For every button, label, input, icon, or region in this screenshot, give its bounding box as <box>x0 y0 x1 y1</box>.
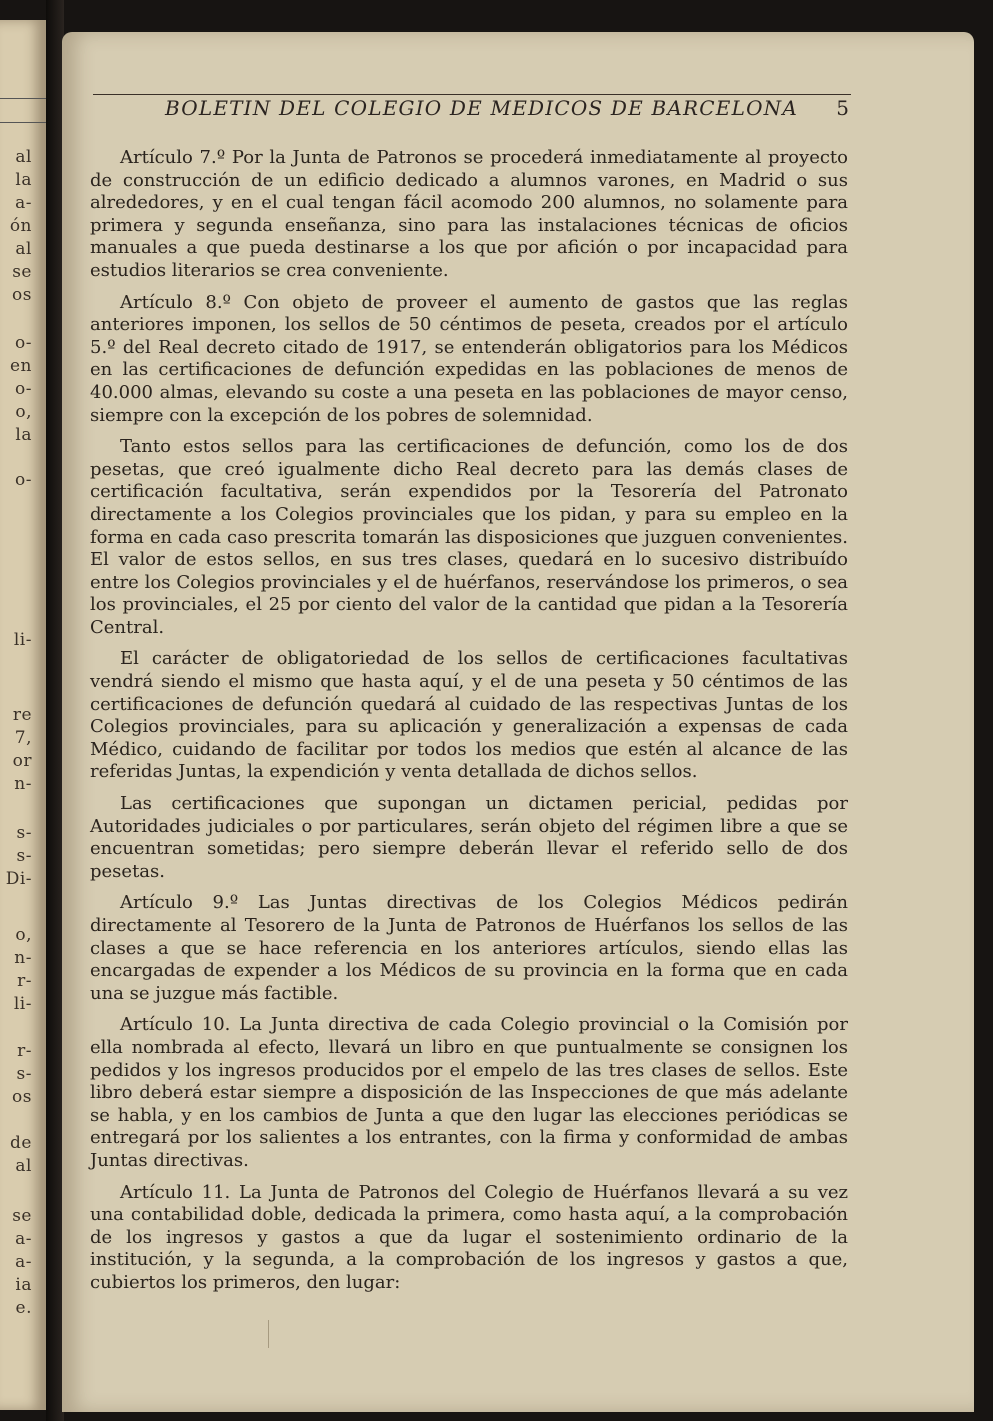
facing-page-fragment: al <box>15 239 32 259</box>
facing-page-fragment: a- <box>15 1252 32 1272</box>
facing-page-fragment: la <box>15 425 32 445</box>
facing-page-fragment: e. <box>15 1298 32 1318</box>
facing-page-fragment: o, <box>15 402 32 422</box>
facing-page-fragment: os <box>12 1087 32 1107</box>
facing-page-fragment: r- <box>17 971 32 991</box>
facing-page-fragment: en <box>9 356 32 376</box>
page-number: 5 <box>836 96 849 120</box>
facing-page-fragment: a- <box>15 193 32 213</box>
facing-page-fragment: Di- <box>5 869 32 889</box>
paragraph-article-11: Artículo 11. La Junta de Patronos del Colegio de Huérfanos llevará a su vez una contabilidad doble, dedicada la primera, como hasta aquí, a la comprobación de los ingresos y gastos a que da lugar el sostenimiento ordinario de la institución, y la segunda, a la comprobación de los ingresos y gastos a que, cubiertos los primeros, den lugar: <box>90 1181 848 1293</box>
facing-page-fragment: a- <box>15 1229 32 1249</box>
facing-page-fragment: al <box>15 1156 32 1176</box>
facing-page-fragment: o- <box>15 470 32 490</box>
paragraph-article-7: Artículo 7.º Por la Junta de Patronos se procederá inmediatamente al proyecto de construcción de un edificio dedicado a alumnos varones, en Madrid o sus alrededores, y en el cual tengan fácil acomodo 200 alumnos, no solamente para primera y segunda enseñanza, sino para las instalaciones técnicas de oficios manuales a que pueda destinarse a los que por afición o por incapacidad para estudios literarios se crea conveniente. <box>90 147 848 281</box>
body-text <box>90 147 848 1304</box>
facing-page-text-fragments <box>0 20 46 1410</box>
facing-page-fragment: li- <box>13 630 32 650</box>
facing-page-fragment: 7, <box>14 728 32 748</box>
facing-page-fragment: s- <box>16 846 32 866</box>
facing-page-fragment: or <box>12 751 32 771</box>
running-header <box>93 94 851 121</box>
journal-title: BOLETIN DEL COLEGIO DE MEDICOS DE BARCELONA <box>165 96 799 120</box>
facing-page-fragment: al <box>15 147 32 167</box>
facing-page-edge <box>0 20 46 1410</box>
facing-page-fragment: s- <box>16 1064 32 1084</box>
facing-page-fragment: li- <box>13 994 32 1014</box>
facing-page-fragment: se <box>12 262 32 282</box>
facing-page-fragment: s- <box>16 823 32 843</box>
facing-page-fragment: o, <box>15 925 32 945</box>
facing-page-fragment: o- <box>15 379 32 399</box>
paragraph-article-9: Artículo 9.º Las Juntas directivas de los Colegios Médicos pedirán directamente al Tesorero de la Junta de Patronos de Huérfanos los sellos de las clases a que se hace referencia en los anteriores artículos, siendo ellas las encargadas de expender a los Médicos de su provincia en la forma que en cada una se juzgue más factible. <box>90 892 848 1004</box>
facing-page-fragment: n- <box>14 948 32 968</box>
page-bottom-mark <box>268 1320 269 1348</box>
paragraph-sellos-distribution: Tanto estos sellos para las certificaciones de defunción, como los de dos pesetas, que creó igualmente dicho Real decreto para las demás clases de certificación facultativa, serán expendidos por la Tesorería del Patronato directamente a los Colegios provinciales que los pidan, y para su empleo en la forma en cada caso prescrita tomarán las disposiciones que juzguen convenientes. El valor de estos sellos, en sus tres clases, quedará en lo sucesivo distribuído entre los Colegios provinciales y el de huérfanos, reservándose los primeros, o sea los provinciales, el 25 por ciento del valor de la cantidad que pidan a la Tesorería Central. <box>90 436 848 638</box>
facing-page-fragment: ón <box>9 216 32 236</box>
facing-page-fragment: se <box>12 1206 32 1226</box>
facing-page-fragment: ia <box>15 1275 32 1295</box>
facing-page-fragment: o- <box>15 333 32 353</box>
paragraph-obligatoriedad: El carácter de obligatoriedad de los sellos de certificaciones facultativas vendrá siendo el mismo que hasta aquí, y el de una peseta y 50 céntimos de las certificaciones de defunción quedará al cuidado de las respectivas Juntas de los Colegios provinciales, para su aplicación y generalización a expensas de cada Médico, cuidando de facilitar por todos los medios que estén al alcance de las referidas Juntas, la expendición y venta detallada de dichos sellos. <box>90 648 848 783</box>
facing-page-fragment: re <box>12 705 32 725</box>
facing-page-fragment: n- <box>14 774 32 794</box>
facing-page-fragment: os <box>12 285 32 305</box>
paragraph-article-8: Artículo 8.º Con objeto de proveer el aumento de gastos que las reglas anteriores imponen, los sellos de 50 céntimos de peseta, creados por el artículo 5.º del Real decreto citado de 1917, se entenderán obligatorios para los Médicos en las certificaciones de defunción expedidas en las poblaciones de menos de 40.000 almas, elevando su coste a una peseta en las poblaciones de mayor censo, siempre con la excepción de los pobres de solemnidad. <box>90 291 848 426</box>
paragraph-dictamen-pericial: Las certificaciones que supongan un dictamen pericial, pedidas por Autoridades judiciales o por particulares, serán objeto del régimen libre a que se encuentran sometidas; pero siempre deberán llevar el referido sello de dos pesetas. <box>90 793 848 882</box>
paragraph-article-10: Artículo 10. La Junta directiva de cada Colegio provincial o la Comisión por ella nombrada al efecto, llevará un libro en que puntualmente se consignen los pedidos y los ingresos producidos por el empelo de las tres clases de sellos. Este libro deberá estar siempre a disposición de las Inspecciones de que más adelante se habla, y en los cambios de Junta a que den lugar las elecciones periódicas se entregará por los salientes a los entrantes, con la firma y conformidad de ambas Juntas directivas. <box>90 1014 848 1171</box>
facing-page-fragment: de <box>10 1133 32 1153</box>
facing-page-fragment: la <box>15 170 32 190</box>
facing-page-fragment: r- <box>17 1041 32 1061</box>
